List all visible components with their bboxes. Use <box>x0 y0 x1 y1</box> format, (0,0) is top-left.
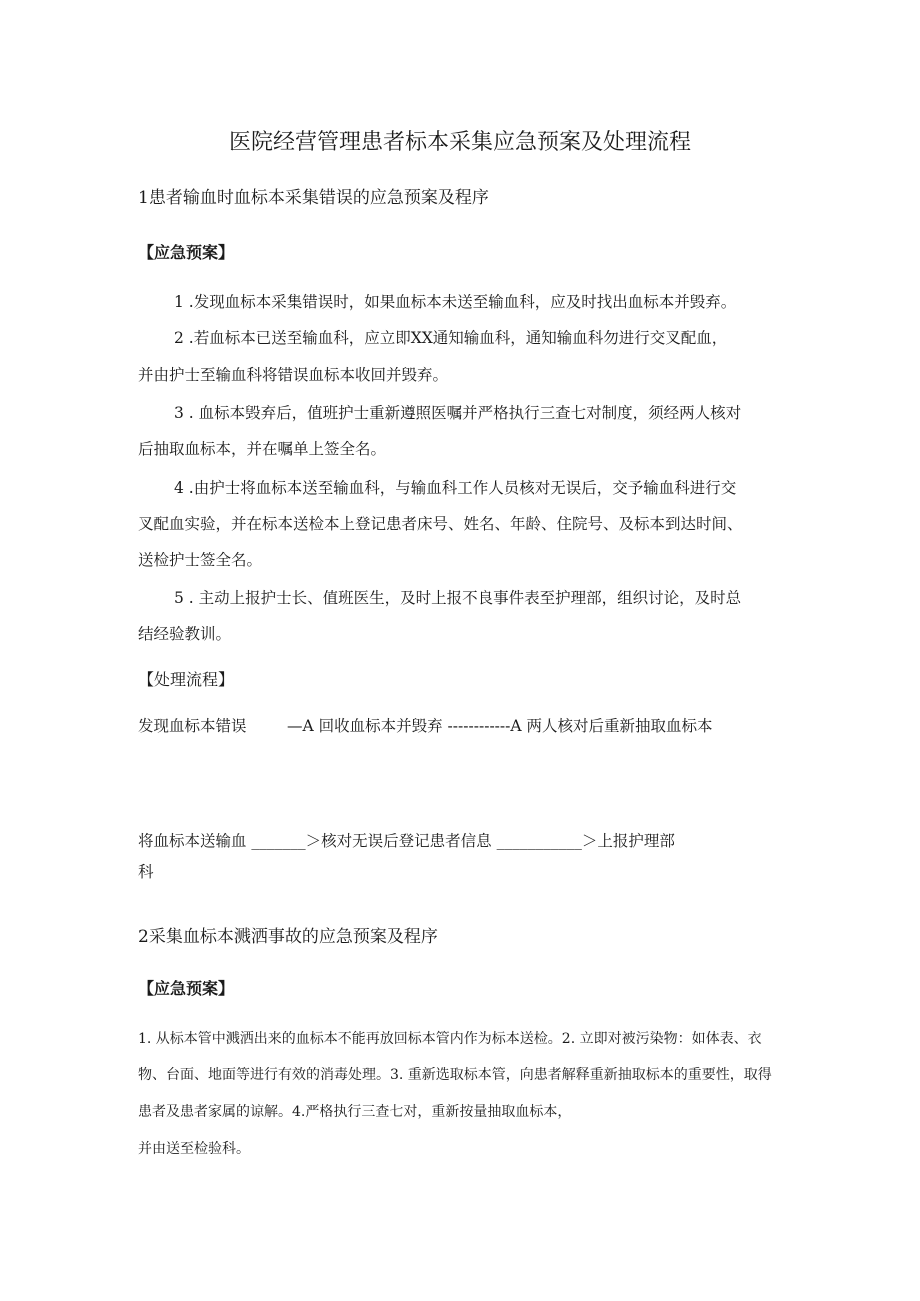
section-1-item-5-cont: 结经验教训。 <box>138 625 232 643</box>
section-1-item-5: 5 . 主动上报护士长、值班医生，及时上报不良事件表至护理部，组织讨论，及时总 <box>174 589 742 607</box>
section-2-line-2: 物、台面、地面等进行有效的消毒处理。3. 重新选取标本管，向患者解释重新抽取标本的重要性，取得 <box>138 1067 772 1083</box>
flow-step-discover: 发现血标本错误 <box>138 717 247 735</box>
section-1-item-4: 4 .由护士将血标本送至输血科，与输血科工作人员核对无误后，交予输血科进行交 <box>174 479 737 497</box>
section-1-flow-label: 【处理流程】 <box>138 670 235 689</box>
section-2-plan-label: 【应急预案】 <box>138 979 235 998</box>
page-title: 医院经营管理患者标本采集应急预案及处理流程 <box>228 130 691 155</box>
section-2-line-1: 1. 从标本管中溅洒出来的血标本不能再放回标本管内作为标本送检。2. 立即对被污染物：如体表、衣 <box>138 1031 762 1047</box>
flow-steps-row-1: —A 回收血标本并毁弃 ------------A 两人核对后重新抽取血标本 <box>287 717 713 735</box>
section-1-plan-label: 【应急预案】 <box>138 243 235 262</box>
flow-steps-row-2: 将血标本送输血 _______＞核对无误后登记患者信息 ___________＞上报护理部 <box>138 832 675 850</box>
section-1-item-2: 2 .若血标本已送至输血科，应立即XX通知输血科，通知输血科勿进行交叉配血， <box>174 329 728 347</box>
section-1-item-3: 3 . 血标本毁弃后，值班护士重新遵照医嘱并严格执行三查七对制度，须经两人核对 <box>174 404 742 422</box>
section-2-line-4: 并由送至检验科。 <box>138 1141 250 1157</box>
section-1-item-4-cont-2: 送检护士签全名。 <box>138 551 263 569</box>
section-2-line-3: 患者及患者家属的谅解。4.严格执行三查七对，重新按量抽取血标本， <box>138 1104 572 1120</box>
flow-steps-row-2-cont: 科 <box>138 863 154 881</box>
section-1-item-3-cont: 后抽取血标本，并在嘱单上签全名。 <box>138 440 387 458</box>
section-2-heading: 2采集血标本溅洒事故的应急预案及程序 <box>138 927 438 947</box>
section-1-heading: 1患者输血时血标本采集错误的应急预案及程序 <box>138 188 489 208</box>
section-1-item-4-cont: 叉配血实验，并在标本送检本上登记患者床号、姓名、年龄、住院号、及标本到达时间、 <box>138 515 743 533</box>
section-1-item-2-cont: 并由护士至输血科将错误血标本收回并毁弃。 <box>138 366 449 384</box>
section-1-item-1: 1 .发现血标本采集错误时，如果血标本未送至输血科，应及时找出血标本并毁弃。 <box>174 293 737 311</box>
